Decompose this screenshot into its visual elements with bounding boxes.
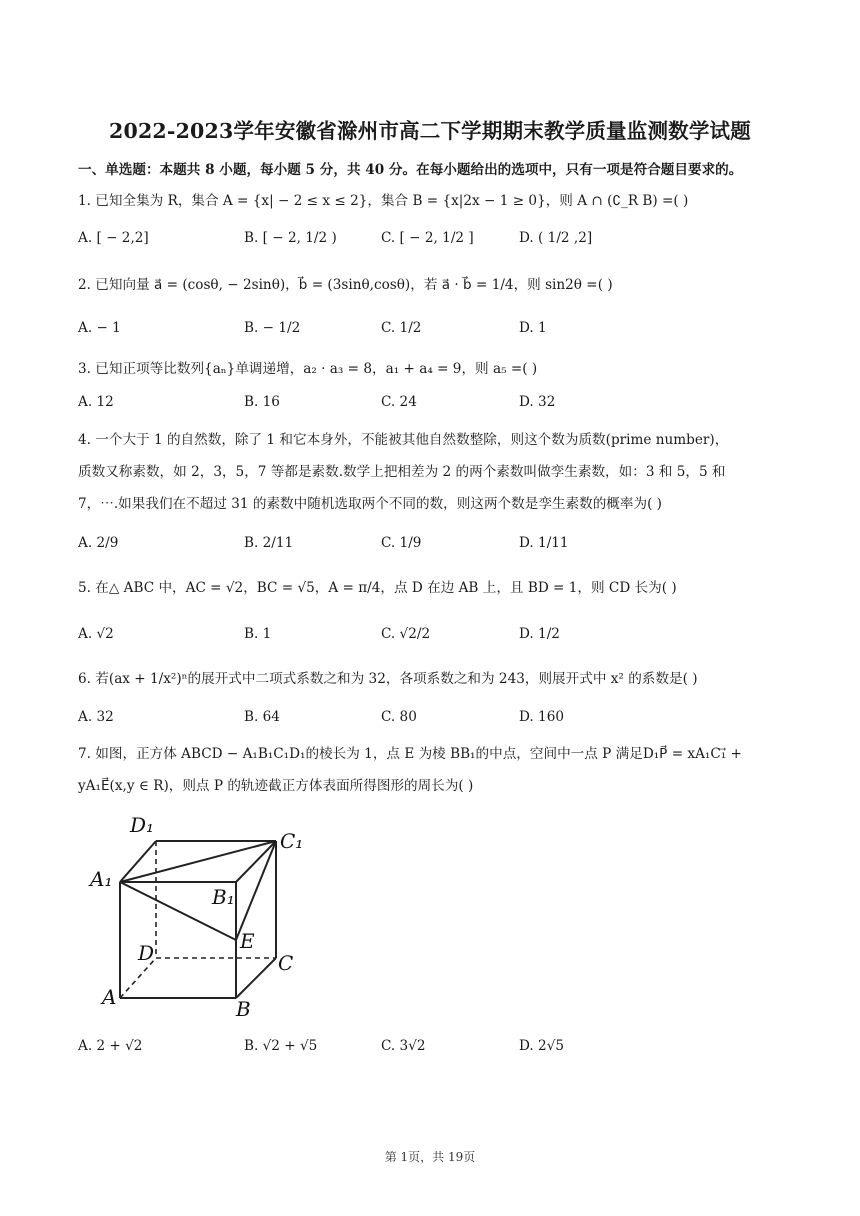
option-a: A. − 1 [78,320,121,336]
option-d: D. 1/11 [519,535,569,551]
question-6-options [78,709,778,731]
option-d: D. 32 [519,394,556,410]
question-5-text: 5. 在△ ABC 中，AC = √2，BC = √5，A = π/4，点 D 在边 AB 上，且 BD = 1，则 CD 长为( ) [78,580,677,596]
option-b: B. 1 [244,626,272,642]
option-a: A. [ − 2,2] [78,230,149,246]
label-d1: D₁ [130,813,155,837]
section-header: 一、单选题：本题共 8 小题，每小题 5 分，共 40 分。在每小题给出的选项中，只有一项是符合题目要求的。 [78,162,743,178]
option-a: A. √2 [78,626,114,642]
option-a: A. 32 [78,709,114,725]
question-3-options [78,394,778,416]
option-c: C. √2/2 [381,626,431,642]
option-b: B. √2 + √5 [244,1038,318,1054]
question-4-line-1: 4. 一个大于 1 的自然数，除了 1 和它本身外，不能被其他自然数整除，则这个数为质数(prime number)， [78,432,729,448]
option-d: D. ( 1/2 ,2] [519,230,593,246]
question-7-line-2: yA₁E⃗(x,y ∈ R)，则点 P 的轨迹截正方体表面所得图形的周长为( ) [78,778,474,794]
question-5-options [78,626,778,648]
option-c: C. 24 [381,394,417,410]
option-c: C. 1/2 [381,320,422,336]
exam-title: 2022-2023学年安徽省滁州市高二下学期期末教学质量监测数学试题 [109,119,751,143]
label-b: B [236,997,251,1021]
cube-figure [86,808,320,1022]
label-c1: C₁ [280,829,304,853]
option-b: B. − 1/2 [244,320,301,336]
question-6-text: 6. 若(ax + 1/x²)ⁿ的展开式中二项式系数之和为 32，各项系数之和为 243，则展开式中 x² 的系数是( ) [78,671,698,687]
question-4-line-3: 7，⋯.如果我们在不超过 31 的素数中随机选取两个不同的数，则这两个数是孪生素数的概率为( ) [78,496,662,512]
option-b: B. 16 [244,394,280,410]
page-footer: 第 1页，共 19页 [384,1150,476,1164]
label-d: D [138,941,155,965]
question-1-text: 1. 已知全集为 R，集合 A = {x| − 2 ≤ x ≤ 2}，集合 B = {x|2x − 1 ≥ 0}，则 A ∩ (∁_R B) =( ) [78,193,689,209]
edge-b-c [236,958,276,998]
option-d: D. 1 [519,320,547,336]
segment-e-c1 [236,841,276,940]
option-a: A. 2/9 [78,535,119,551]
question-7-line-1: 7. 如图，正方体 ABCD − A₁B₁C₁D₁的棱长为 1，点 E 为棱 BB₁的中点，空间中一点 P 满足D₁P⃗ = xA₁C₁⃗ + [78,746,742,762]
question-4-line-2: 质数又称素数，如 2，3，5，7 等都是素数.数学上把相差为 2 的两个素数叫做孪生素数，如：3 和 5，5 和 [78,464,726,480]
edge-a1-d1 [120,841,156,882]
option-c: C. [ − 2, 1/2 ] [381,230,474,246]
option-c: C. 80 [381,709,417,725]
label-c: C [278,951,294,975]
question-1-options [78,230,778,252]
option-a: A. 12 [78,394,114,410]
question-7-options [78,1038,778,1060]
option-a: A. 2 + √2 [78,1038,143,1054]
label-a: A [102,985,117,1009]
option-d: D. 2√5 [519,1038,565,1054]
option-b: B. [ − 2, 1/2 ) [244,230,337,246]
question-3-text: 3. 已知正项等比数列{aₙ}单调递增，a₂ · a₃ = 8，a₁ + a₄ = 9，则 a₅ =( ) [78,361,538,377]
label-e: E [240,929,255,953]
question-2-text: 2. 已知向量 a⃗ = (cosθ, − 2sinθ)，b⃗ = (3sinθ,cosθ)，若 a⃗ · b⃗ = 1/4，则 sin2θ =( ) [78,277,613,293]
option-d: D. 1/2 [519,626,560,642]
question-4-options [78,535,778,557]
option-d: D. 160 [519,709,565,725]
segment-a1-c1 [120,841,276,882]
option-c: C. 3√2 [381,1038,426,1054]
question-2-options [78,320,778,342]
option-b: B. 64 [244,709,280,725]
label-a1: A₁ [90,867,113,891]
label-b1: B₁ [212,885,235,909]
option-b: B. 2/11 [244,535,294,551]
option-c: C. 1/9 [381,535,422,551]
